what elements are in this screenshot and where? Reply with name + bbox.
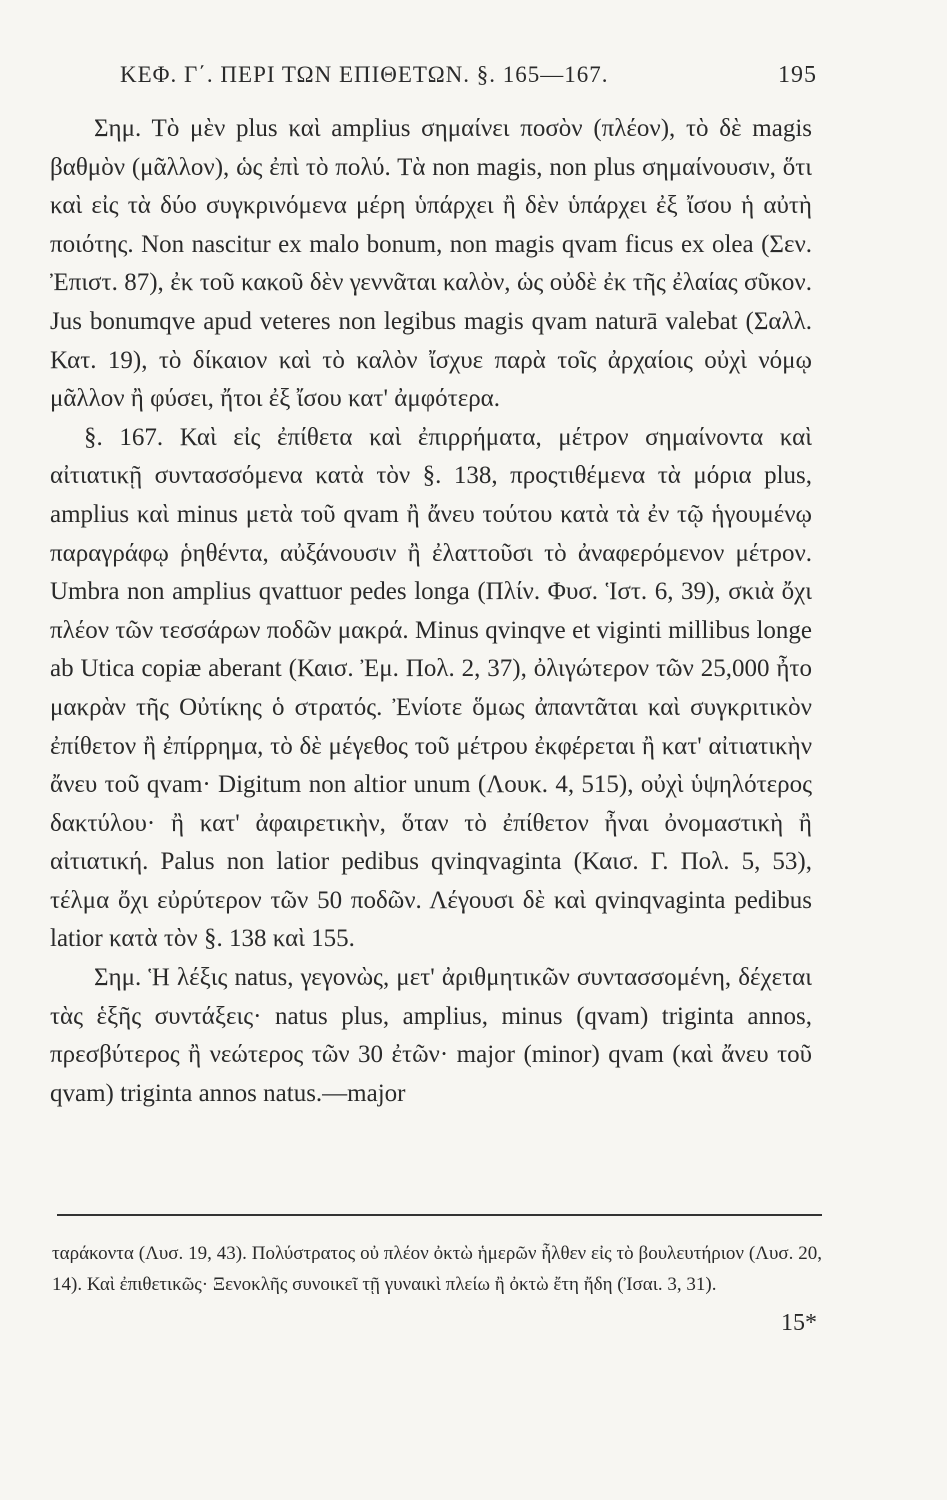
signature-mark: 15*: [781, 1310, 817, 1336]
main-text: [50, 110, 812, 1113]
footnote: ταράκοντα (Λυσ. 19, 43). Πολύστρατος οὐ πλέον ὀκτὼ ἡμερῶν ἦλθεν εἰς τὸ βουλευτήριον (Λυσ. 20, 14). Καὶ ἐπιθετικῶς· Ξενοκλῆς συνοικεῖ τῇ γυναικὶ πλείω ἢ ὀκτὼ ἔτη ἤδη (Ἰσαι. 3, 31).: [52, 1243, 822, 1295]
paragraph-note-1: Σημ. Τὸ μὲν plus καὶ amplius σημαίνει ποσὸν (πλέον), τὸ δὲ magis βαθμὸν (μᾶλλον), ὡς ἐπὶ τὸ πολύ. Τὰ non magis, non plus σημαίνουσιν, ὅτι καὶ εἰς τὰ δύο συγκρινόμενα μέρη ὑπάρχει ἢ δὲν ὑπάρχει ἐξ ἴσου ἡ αὐτὴ ποιότης. Non nascitur ex malo bonum, non magis qvam ficus ex olea (Σεν. Ἐπιστ. 87), ἐκ τοῦ κακοῦ δὲν γεννᾶται καλὸν, ὡς οὐδὲ ἐκ τῆς ἐλαίας σῦκον. Jus bonumqve apud veteres non legibus magis qvam naturā valebat (Σαλλ. Κατ. 19), τὸ δίκαιον καὶ τὸ καλὸν ἴσχυε παρὰ τοῖς ἀρχαίοις οὐχὶ νόμῳ μᾶλλον ἢ φύσει, ἤτοι ἐξ ἴσου κατ' ἀμφότερα.: [50, 115, 812, 413]
running-header: [120, 62, 817, 89]
paragraph-note-2: Σημ. Ἡ λέξις natus, γεγονὼς, μετ' ἀριθμητικῶν συντασσομένη, δέχεται τὰς ἑξῆς συντάξεις· natus plus, amplius, minus (qvam) triginta annos, πρεσβύτερος ἢ νεώτερος τῶν 30 ἐτῶν· major (minor) qvam (καὶ ἄνευ τοῦ qvam) triginta annos natus.—major: [50, 964, 812, 1107]
chapter-title: ΚΕΦ. Γ΄. ΠΕΡΙ ΤΩΝ ΕΠΙΘΕΤΩΝ. §. 165—167.: [120, 62, 609, 87]
paragraph-section-167: §. 167. Καὶ εἰς ἐπίθετα καὶ ἐπιρρήματα, μέτρον σημαίνοντα καὶ αἰτιατικῇ συντασσόμενα κατὰ τὸν §. 138, προςτιθέμενα τὰ μόρια plus, amplius καὶ minus μετὰ τοῦ qvam ἢ ἄνευ τούτου κατὰ τὰ ἐν τῷ ἡγουμένῳ παραγράφῳ ῥηθέντα, αὐξάνουσιν ἢ ἐλαττοῦσι τὸ ἀναφερόμενον μέτρον. Umbra non amplius qvattuor pedes longa (Πλίν. Φυσ. Ἱστ. 6, 39), σκιὰ ὄχι πλέον τῶν τεσσάρων ποδῶν μακρά. Minus qvinqve et viginti millibus longe ab Utica copiæ aberant (Καισ. Ἐμ. Πολ. 2, 37), ὀλιγώτερον τῶν 25,000 ἦτο μακρὰν τῆς Οὐτίκης ὁ στρατός. Ἐνίοτε ὅμως ἀπαντᾶται καὶ συγκριτικὸν ἐπίθετον ἢ ἐπίρρημα, τὸ δὲ μέγεθος τοῦ μέτρου ἐκφέρεται ἢ κατ' αἰτιατικὴν ἄνευ τοῦ qvam· Digitum non altior unum (Λουκ. 4, 515), οὐχὶ ὑψηλότερος δακτύλου· ἢ κατ' ἀφαιρετικὴν, ὅταν τὸ ἐπίθετον ἦναι ὀνομαστικὴ ἢ αἰτιατική. Palus non latior pedibus qvinqvaginta (Καισ. Γ. Πολ. 5, 53), τέλμα ὄχι εὐρύτερον τῶν 50 ποδῶν. Λέγουσι δὲ καὶ qvinqvaginta pedibus latior κατὰ τὸν §. 138 καὶ 155.: [50, 423, 812, 953]
page-number: 195: [778, 62, 817, 88]
footnote-divider: [57, 1214, 822, 1216]
